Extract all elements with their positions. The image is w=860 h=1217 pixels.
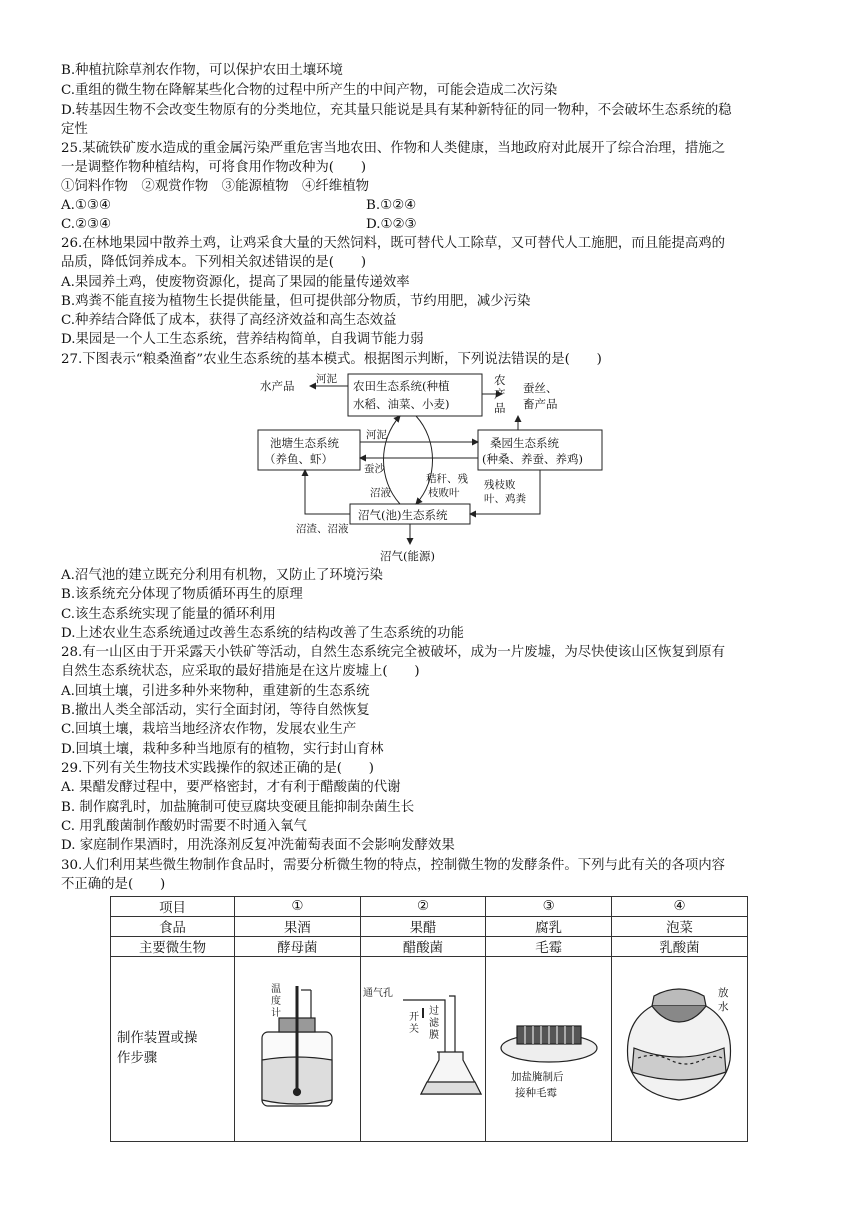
q27-option-c[interactable]: C.该生态系统实现了能量的循环利用 <box>61 607 276 622</box>
switch-label-2: 关 <box>408 1024 419 1035</box>
step-label-line1: 制作装置或操 <box>117 1031 198 1046</box>
pickle-jar-icon <box>614 982 744 1112</box>
mulberry-box-line2: (种桑、养蚕、养鸡) <box>482 452 583 466</box>
tofu-step-cell <box>486 957 612 1142</box>
thermo-label-1: 温 <box>271 984 282 995</box>
vinegar-apparatus-cell <box>360 957 486 1142</box>
vent-label: 通气孔 <box>362 988 393 999</box>
q28-stem-cont: 自然生态系统状态，应采取的最好措施是在这片废墟上( ) <box>61 664 420 679</box>
table-cell: ④ <box>611 897 747 917</box>
table-cell: ① <box>235 897 361 917</box>
thermo-label-2: 度 <box>271 996 282 1007</box>
table-cell: ② <box>360 897 486 917</box>
table-cell: 乳酸菌 <box>611 937 747 957</box>
mulberry-box-line1: 桑园生态系统 <box>490 436 559 450</box>
drain-label-1: 放 <box>718 987 729 999</box>
farm-products-3: 品 <box>494 401 506 415</box>
label-silkworm-sand: 蚕沙 <box>364 463 385 475</box>
table-row <box>111 897 748 917</box>
filter-label-1: 过 <box>428 1006 439 1017</box>
pond-box-line2: （养鱼、虾） <box>264 452 333 466</box>
step-label-line2: 作步骤 <box>117 1051 158 1066</box>
q24-option-c[interactable]: C.重组的微生物在降解某些化合物的过程中所产生的中间产物，可能会造成二次污染 <box>61 83 558 98</box>
q28-option-a[interactable]: A.回填土壤，引进多种外来物种，重建新的生态系统 <box>61 684 370 699</box>
q30-table <box>110 896 748 1142</box>
q26-stem-cont: 品质，降低饲养成本。下列相关叙述错误的是( ) <box>61 255 367 270</box>
farm-products-1: 农 <box>494 373 506 387</box>
q25-items: ①饲料作物 ②观赏作物 ③能源植物 ④纤维植物 <box>61 179 369 194</box>
salt-label-2: 接种毛霉 <box>514 1087 557 1099</box>
table-row <box>111 917 748 937</box>
table-cell: 果酒 <box>235 917 361 937</box>
q29-option-c[interactable]: C. 用乳酸菌制作酸奶时需要不时通入氧气 <box>61 819 307 834</box>
filter-label-2: 滤 <box>428 1018 439 1029</box>
label-slurry-left: 沼液 <box>370 487 391 499</box>
q30-stem-cont: 不正确的是( ) <box>61 877 166 892</box>
q25-stem-cont: 一是调整作物种植结构，可将食用作物改种为( ) <box>61 160 367 175</box>
q25-option-a[interactable]: A.①③④ <box>61 198 111 213</box>
q29-option-a[interactable]: A. 果醋发酵过程中，要严格密封，才有利于醋酸菌的代谢 <box>61 780 401 795</box>
wine-apparatus-cell <box>235 957 361 1142</box>
q26-option-a[interactable]: A.果园养土鸡，使废物资源化，提高了果园的能量传递效率 <box>61 275 410 290</box>
label-straw-2: 枝败叶 <box>428 487 460 499</box>
q27-option-b[interactable]: B.该系统充分体现了物质循环再生的原理 <box>61 587 303 602</box>
switch-label-1: 开 <box>408 1012 419 1023</box>
q29-stem: 29.下列有关生物技术实践操作的叙述正确的是( ) <box>61 761 374 776</box>
table-cell: 醋酸菌 <box>360 937 486 957</box>
q29-option-b[interactable]: B. 制作腐乳时，加盐腌制可使豆腐块变硬且能抑制杂菌生长 <box>61 800 415 815</box>
wine-jar-icon <box>237 982 357 1112</box>
q25-option-d[interactable]: D.①②③ <box>366 217 417 232</box>
label-residue-2: 叶、鸡粪 <box>484 493 526 505</box>
vinegar-flask-icon <box>363 982 483 1112</box>
table-cell: 食品 <box>111 917 235 937</box>
q26-stem: 26.在林地果园中散养土鸡，让鸡采食大量的天然饲料，既可替代人工除草，又可替代人工施肥，而且能提高鸡的 <box>61 236 726 251</box>
q29-option-d[interactable]: D. 家庭制作果酒时，用洗涤剂反复冲洗葡萄表面不会影响发酵效果 <box>61 838 455 853</box>
thermo-label-3: 计 <box>271 1008 282 1019</box>
q30-stem: 30.人们利用某些微生物制作食品时，需要分析微生物的特点，控制微生物的发酵条件。下列与此有关的各项内容 <box>61 858 726 873</box>
q24-option-d[interactable]: D.转基因生物不会改变生物原有的分类地位，充其量只能说是具有某种新特征的同一物种，不会破坏生态系统的稳 <box>61 103 732 118</box>
label-river-mud-mid: 河泥 <box>366 429 387 441</box>
q26-option-d[interactable]: D.果园是一个人工生态系统，营养结构简单，自我调节能力弱 <box>61 332 424 347</box>
label-residue-1: 残枝败 <box>484 479 516 491</box>
q24-option-b[interactable]: B.种植抗除草剂农作物，可以保护农田土壤环境 <box>61 63 343 78</box>
q28-option-b[interactable]: B.撤出人类全部活动，实行全面封闭，等待自然恢复 <box>61 703 370 718</box>
label-water-products: 水产品 <box>260 379 295 393</box>
table-row <box>111 957 748 1142</box>
table-cell: 主要微生物 <box>111 937 235 957</box>
table-cell: 毛霉 <box>486 937 612 957</box>
label-straw-1: 秸秆、残 <box>426 473 468 485</box>
q27-option-d[interactable]: D.上述农业生态系统通过改善生态系统的结构改善了生态系统的功能 <box>61 626 464 641</box>
pond-box-line1: 池塘生态系统 <box>270 436 339 450</box>
q26-option-c[interactable]: C.种养结合降低了成本，获得了高经济效益和高生态效益 <box>61 313 397 328</box>
farm-box-line1: 农田生态系统(种植 <box>353 379 450 393</box>
label-biogas-energy: 沼气(能源) <box>380 549 435 563</box>
pickle-jar-cell <box>611 957 747 1142</box>
q27-stem: 27.下图表示“粮桑渔畜”农业生态系统的基本模式。根据图示判断，下列说法错误的是( ) <box>61 352 602 367</box>
table-cell: 酵母菌 <box>235 937 361 957</box>
q28-stem: 28.有一山区由于开采露天小铁矿等活动，自然生态系统完全被破坏，成为一片废墟，为尽快使该山区恢复到原有 <box>61 645 726 660</box>
ecosystem-diagram <box>250 370 610 566</box>
farm-products-2: 产 <box>494 387 506 401</box>
silk-products-2: 畜产品 <box>523 397 558 411</box>
q28-option-d[interactable]: D.回填土壤，栽种多种当地原有的植物，实行封山育林 <box>61 742 384 757</box>
table-cell: ③ <box>486 897 612 917</box>
table-cell: 腐乳 <box>486 917 612 937</box>
salt-label-1: 加盐腌制后 <box>510 1071 564 1083</box>
q25-option-b[interactable]: B.①②④ <box>366 198 417 213</box>
table-cell: 泡菜 <box>611 917 747 937</box>
q25-stem: 25.某硫铁矿废水造成的重金属污染严重危害当地农田、作物和人类健康，当地政府对此展开了综合治理，措施之 <box>61 141 726 156</box>
table-row <box>111 937 748 957</box>
tofu-tray-icon <box>489 982 609 1112</box>
label-residue-slurry: 沼渣、沼液 <box>296 523 349 535</box>
filter-label-3: 膜 <box>428 1030 439 1041</box>
q24-option-d-cont: 定性 <box>61 122 88 137</box>
q25-option-c[interactable]: C.②③④ <box>61 217 112 232</box>
table-cell: 项目 <box>111 897 235 917</box>
biogas-box-label: 沼气(池)生态系统 <box>358 508 448 522</box>
q27-option-a[interactable]: A.沼气池的建立既充分利用有机物，又防止了环境污染 <box>61 568 383 583</box>
table-cell: 果醋 <box>360 917 486 937</box>
drain-label-2: 水 <box>718 1001 729 1013</box>
silk-products-1: 蚕丝、 <box>523 381 558 395</box>
farm-box-line2: 水稻、油菜、小麦) <box>353 397 450 411</box>
q28-option-c[interactable]: C.回填土壤，栽培当地经济农作物，发展农业生产 <box>61 722 357 737</box>
step-label-cell <box>111 957 235 1142</box>
q26-option-b[interactable]: B.鸡粪不能直接为植物生长提供能量，但可提供部分物质，节约用肥，减少污染 <box>61 294 531 309</box>
label-river-mud-top: 河泥 <box>316 373 337 385</box>
